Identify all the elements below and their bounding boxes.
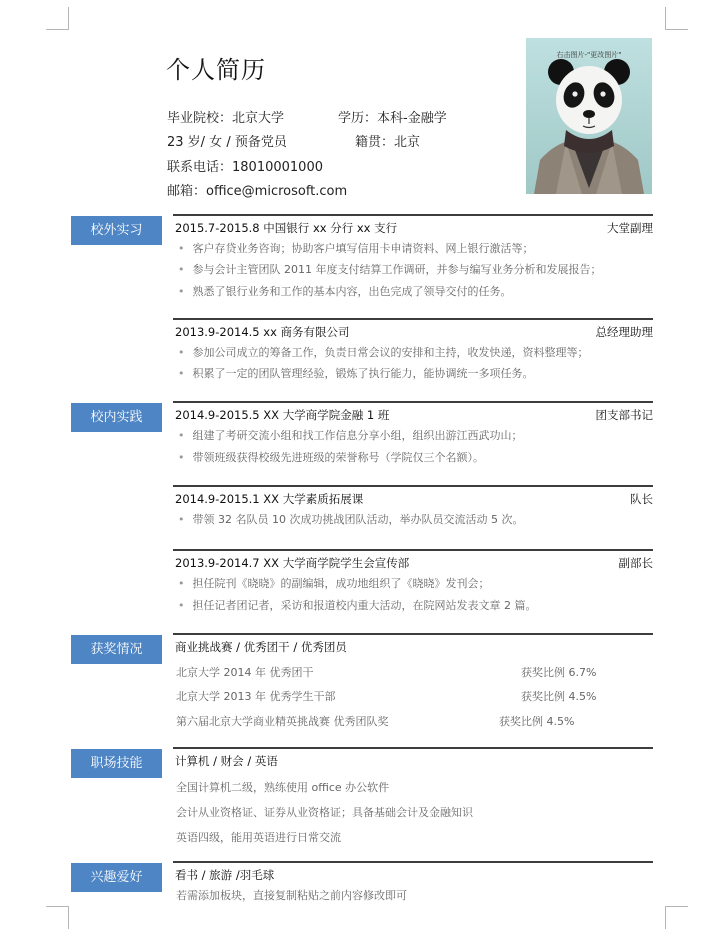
award-item: 北京大学 2013 年 优秀学生干部 <box>176 690 336 703</box>
hobbies-head: 看书 / 旅游 /羽毛球 <box>175 868 275 882</box>
entry-header <box>173 318 653 338</box>
list-item: • 积累了一定的团队管理经验，锻炼了执行能力，能协调统一多项任务。 <box>178 367 534 380</box>
entry-role: 副部长 <box>618 556 653 570</box>
personal-info: 23 岁/ 女 / 预备党员 <box>167 135 287 150</box>
entry-role: 总经理助理 <box>595 325 653 339</box>
entry-header <box>173 214 653 234</box>
section-label-awards: 获奖情况 <box>71 635 162 664</box>
list-item: • 参与会计主管团队 2011 年度支付结算工作调研，并参与编写业务分析和发展报告； <box>178 263 602 276</box>
list-item: • 带领班级获得校级先进班级的荣誉称号（学院仅三个名额）。 <box>178 451 484 464</box>
entry-title: 2014.9-2015.5 XX 大学商学院金融 1 班 <box>175 408 390 422</box>
crop-mark-top-left <box>46 7 69 30</box>
entry-header <box>173 401 653 421</box>
award-item: 北京大学 2014 年 优秀团干 <box>176 666 314 679</box>
list-item: • 担任院刊《晓晓》的副编辑，成功地组织了《晓晓》发刊会； <box>178 577 490 590</box>
entry-header <box>173 549 653 569</box>
entry-header <box>173 747 653 767</box>
section-label-internship: 校外实习 <box>71 216 162 245</box>
award-rate: 获奖比例 6.7% <box>521 666 597 679</box>
section-label-campus: 校内实践 <box>71 403 162 432</box>
section-label-skills: 职场技能 <box>71 749 162 778</box>
entry-role: 队长 <box>630 492 653 506</box>
entry-role: 大堂副理 <box>607 221 653 235</box>
crop-mark-bottom-left <box>46 906 69 929</box>
entry-title: 2013.9-2014.7 XX 大学商学院学生会宣传部 <box>175 556 410 570</box>
entry-header <box>173 633 653 653</box>
school-info: 毕业院校：北京大学 <box>167 111 285 126</box>
skill-item: 英语四级，能用英语进行日常交流 <box>176 831 341 844</box>
entry-header <box>173 485 653 505</box>
native-place-info: 籍贯：北京 <box>355 135 421 150</box>
entry-title: 2014.9-2015.1 XX 大学素质拓展课 <box>175 492 364 506</box>
panda-portrait-icon <box>526 38 652 194</box>
list-item: • 担任记者团记者，采访和报道校内重大活动，在院网站发表文章 2 篇。 <box>178 599 537 612</box>
award-rate: 获奖比例 4.5% <box>499 715 575 728</box>
list-item: • 参加公司成立的筹备工作，负责日常会议的安排和主持，收发快递，资料整理等； <box>178 346 589 359</box>
email-info: 邮箱：office@microsoft.com <box>167 184 348 199</box>
skill-item: 全国计算机二级，熟练使用 office 办公软件 <box>176 781 390 794</box>
section-label-hobbies: 兴趣爱好 <box>71 863 162 892</box>
crop-mark-top-right <box>665 7 688 30</box>
award-item: 第六届北京大学商业精英挑战赛 优秀团队奖 <box>176 715 389 728</box>
entry-header <box>173 861 653 881</box>
crop-mark-bottom-right <box>665 906 688 929</box>
resume-title: 个人简历 <box>166 56 266 84</box>
skill-item: 会计从业资格证、证券从业资格证；具备基础会计及金融知识 <box>176 806 473 819</box>
entry-title: 2013.9-2014.5 xx 商务有限公司 <box>175 325 350 339</box>
entry-role: 团支部书记 <box>595 408 653 422</box>
list-item: • 客户存贷业务咨询；协助客户填写信用卡申请资料、网上银行激活等； <box>178 242 534 255</box>
award-rate: 获奖比例 4.5% <box>521 690 597 703</box>
list-item: • 组建了考研交流小组和找工作信息分享小组，组织出游江西武功山； <box>178 429 523 442</box>
photo-caption: 右击图片-"更改图片" <box>556 51 622 59</box>
phone-info: 联系电话：18010001000 <box>167 160 323 175</box>
degree-info: 学历：本科-金融学 <box>338 111 447 126</box>
list-item: • 带领 32 名队员 10 次成功挑战团队活动，举办队员交流活动 5 次。 <box>178 513 524 526</box>
skills-head: 计算机 / 财会 / 英语 <box>175 754 278 768</box>
profile-photo[interactable] <box>526 38 652 194</box>
entry-title: 2015.7-2015.8 中国银行 xx 分行 xx 支行 <box>175 221 398 235</box>
list-item: • 熟悉了银行业务和工作的基本内容，出色完成了领导交付的任务。 <box>178 285 512 298</box>
awards-head: 商业挑战赛 / 优秀团干 / 优秀团员 <box>175 640 347 654</box>
hobbies-note: 若需添加板块，直接复制粘贴之前内容修改即可 <box>176 889 407 902</box>
